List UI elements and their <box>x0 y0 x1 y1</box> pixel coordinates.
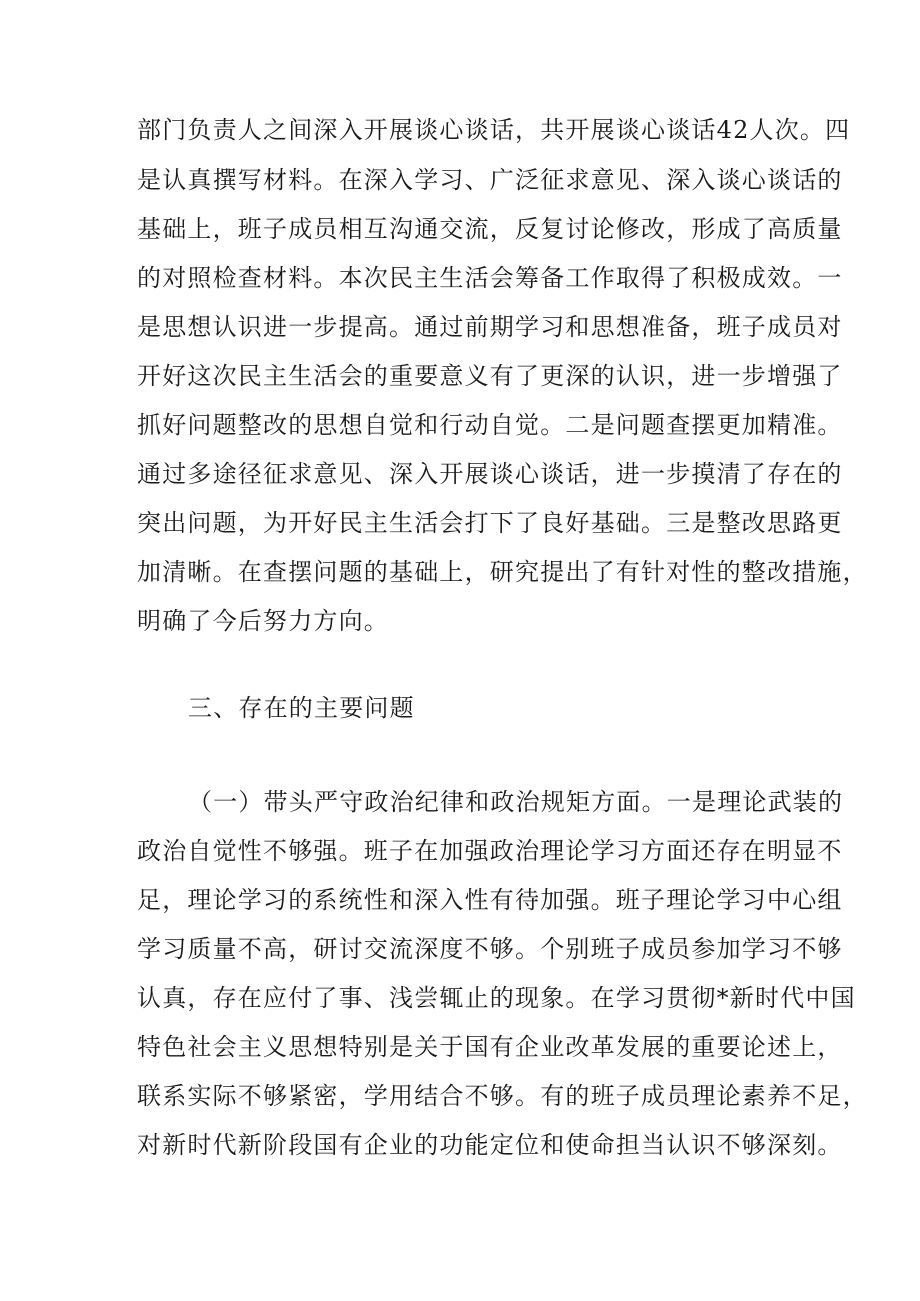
paragraph-line: 基础上，班子成员相互沟通交流，反复讨论修改，形成了高质量 <box>137 215 843 243</box>
paragraph-line: 突出问题，为开好民主生活会打下了良好基础。三是整改思路更 <box>137 509 843 537</box>
section-heading: 三、存在的主要问题 <box>188 694 415 722</box>
paragraph-line: 明确了今后努力方向。 <box>137 607 389 635</box>
paragraph-line: 认真，存在应付了事、浅尝辄止的现象。在学习贯彻*新时代中国 <box>137 984 856 1012</box>
paragraph-line: 特色社会主义思想特别是关于国有企业改革发展的重要论述上， <box>137 1033 843 1061</box>
paragraph-line: 的对照检查材料。本次民主生活会筹备工作取得了积极成效。一 <box>137 264 843 292</box>
paragraph-line: 联系实际不够紧密，学用结合不够。有的班子成员理论素养不足， <box>137 1082 868 1110</box>
paragraph-line: 加清晰。在查摆问题的基础上，研究提出了有针对性的整改措施， <box>137 558 868 586</box>
paragraph-line: 部门负责人之间深入开展谈心谈话，共开展谈心谈话42人次。四 <box>137 116 851 144</box>
paragraph-line: （一）带头严守政治纪律和政治规矩方面。一是理论武装的 <box>188 788 844 816</box>
paragraph-line: 学习质量不高，研讨交流深度不够。个别班子成员参加学习不够 <box>137 935 843 963</box>
paragraph-line: 足，理论学习的系统性和深入性有待加强。班子理论学习中心组 <box>137 886 843 914</box>
paragraph-line: 通过多途径征求意见、深入开展谈心谈话，进一步摸清了存在的 <box>137 460 843 488</box>
paragraph-line: 抓好问题整改的思想自觉和行动自觉。二是问题查摆更加精准。 <box>137 411 843 439</box>
paragraph-line: 政治自觉性不够强。班子在加强政治理论学习方面还存在明显不 <box>137 837 843 865</box>
paragraph-line: 对新时代新阶段国有企业的功能定位和使命担当认识不够深刻。 <box>137 1131 843 1159</box>
paragraph-line: 开好这次民主生活会的重要意义有了更深的认识，进一步增强了 <box>137 362 843 390</box>
paragraph-line: 是认真撰写材料。在深入学习、广泛征求意见、深入谈心谈话的 <box>137 166 843 194</box>
paragraph-line: 是思想认识进一步提高。通过前期学习和思想准备，班子成员对 <box>137 313 843 341</box>
